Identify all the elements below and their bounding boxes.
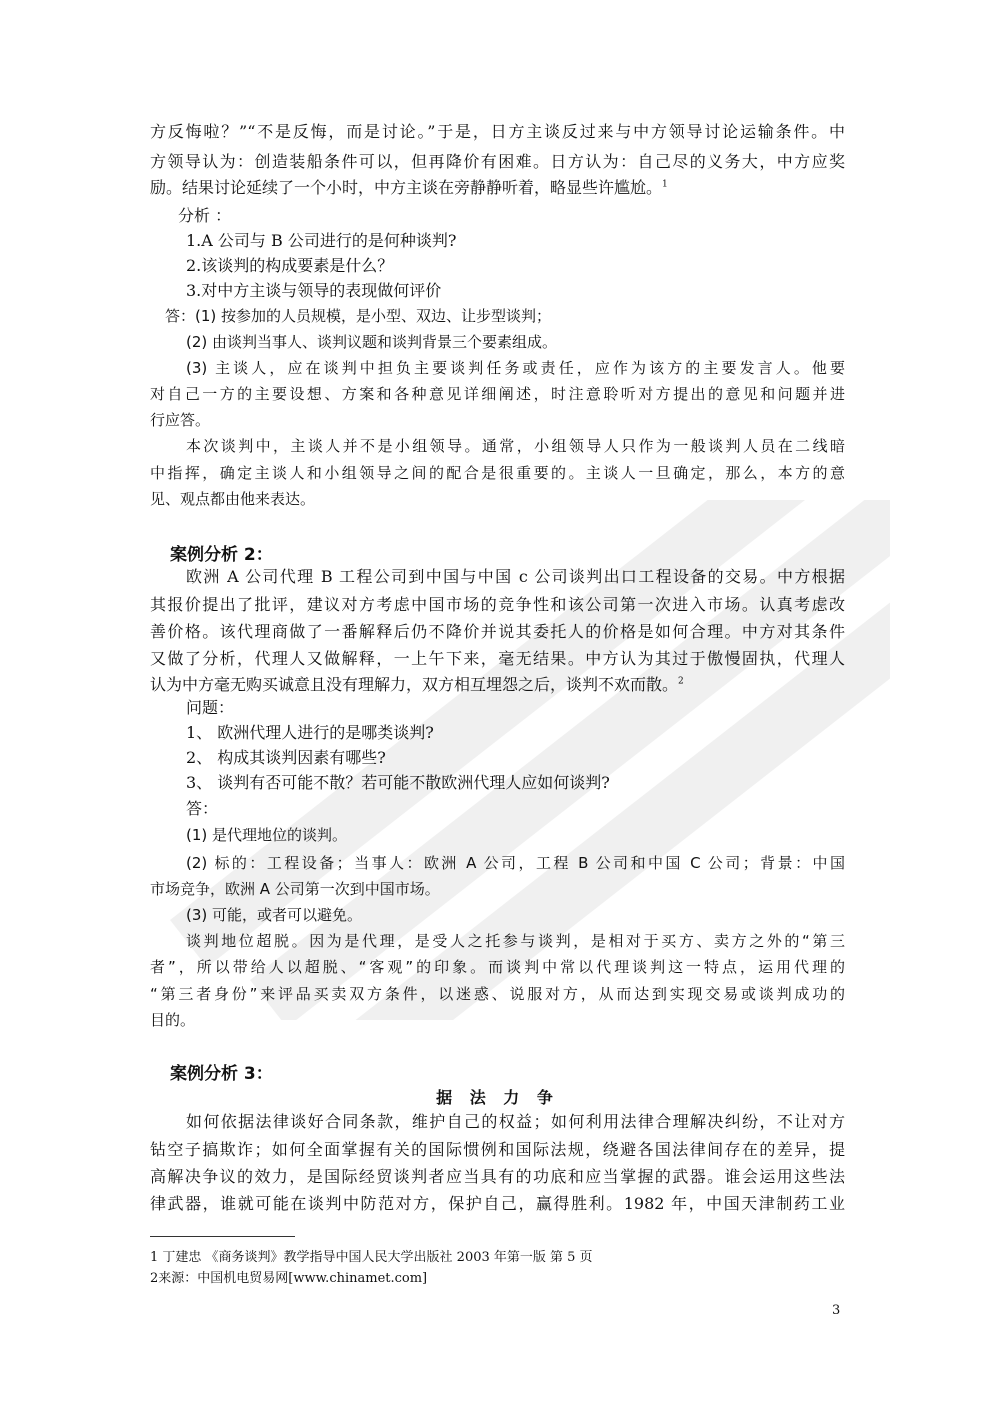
answer-line: 对自己一方的主要设想、方案和各种意见详细阐述，时注意聆听对方提出的意见和问题并进 [150,385,845,403]
text-line: 励。结果讨论延续了一个小时，中方主谈在旁静静听着，略显些许尴尬。$^1$ [150,178,668,197]
text-line: 方领导认为：创造装船条件可以，但再降价有困难。日方认为：自己尽的义务大，中方应奖 [150,152,845,171]
text-line: 高解决争议的效力，是国际经贸谈判者应当具有的功底和应当掌握的武器。谁会运用这些法 [150,1167,845,1186]
question-item: 3、 谈判有否可能不散？若可能不散欧洲代理人应如何谈判? [186,773,610,792]
answer-line: 本次谈判中，主谈人并不是小组领导。通常，小组领导人只作为一般谈判人员在二线暗 [186,437,845,455]
answer-line: 见、观点都由他来表达。 [150,490,316,508]
text-line: 如何依据法律谈好合同条款，维护自己的权益；如何利用法律合理解决纠纷，不让对方 [186,1112,845,1131]
section-heading: 案例分析 3： [170,1064,273,1084]
answer-line: “第三者身份”来评品买卖双方条件，以迷惑、说服对方，从而达到实现交易或谈判成功的 [150,985,845,1003]
text-line: 其报价提出了批评，建议对方考虑中国市场的竞争性和该公司第一次进入市场。认真考虑改 [150,595,845,614]
question-item: 1.A 公司与 B 公司进行的是何种谈判? [186,231,457,250]
answer-line: 答：(1) 按参加的人员规模，是小型、双边、让步型谈判； [165,307,552,325]
footnote-separator [150,1236,295,1237]
answer-line: (1) 是代理地位的谈判。 [186,826,348,844]
answer-line: (2) 由谈判当事人、谈判议题和谈判背景三个要素组成。 [186,333,558,351]
question-item: 1、 欧洲代理人进行的是哪类谈判? [186,723,434,742]
text-line: 认为中方毫无购买诚意且没有理解力，双方相互埋怨之后，谈判不欢而散。$^2$ [150,675,684,694]
question-item: 3.对中方主谈与领导的表现做何评价 [186,281,442,300]
answer-line: (3) 主谈人，应在谈判中担负主要谈判任务或责任，应作为该方的主要发言人。他要 [186,359,845,377]
text-line: 钻空子搞欺诈；如何全面掌握有关的国际惯例和国际法规，绕避各国法律间存在的差异，提 [150,1140,845,1159]
footnote: 2来源：中国机电贸易网[www.chinamet.com] [150,1271,428,1286]
question-item: 2.该谈判的构成要素是什么？ [186,256,394,275]
answer-label: 答： [186,799,219,818]
answer-line: (2) 标的：工程设备；当事人：欧洲 A 公司，工程 B 公司和中国 C 公司；背景：中国 [186,854,845,872]
text-line: 又做了分析，代理人又做解释，一上午下来，毫无结果。中方认为其过于傲慢固执，代理人 [150,649,845,668]
footnote: 1 丁建忠 《商务谈判》教学指导中国人民大学出版社 2003 年第一版 第 5 页 [150,1250,593,1265]
answer-line: 目的。 [150,1011,196,1029]
text-line: 欧洲 A 公司代理 B 工程公司到中国与中国 c 公司谈判出口工程设备的交易。中方根据 [186,567,845,586]
page-number: 3 [832,1303,841,1318]
text-line: 律武器，谁就可能在谈判中防范对方，保护自己，赢得胜利。1982 年，中国天津制药工业 [150,1194,845,1213]
text-line: 善价格。该代理商做了一番解释后仍不降价并说其委托人的价格是如何合理。中方对其条件 [150,622,845,641]
text-line: 方反悔啦？”“不是反悔，而是讨论。”于是，日方主谈反过来与中方领导讨论运输条件。中 [150,122,845,141]
section-heading: 案例分析 2： [170,545,273,565]
answer-line: 行应答。 [150,411,211,429]
answer-line: 中指挥，确定主谈人和小组领导之间的配合是很重要的。主谈人一旦确定，那么，本方的意 [150,464,845,482]
footnote-ref: 2 [678,676,684,687]
answer-line: 谈判地位超脱。因为是代理，是受人之托参与谈判，是相对于买方、卖方之外的“第三 [186,932,845,950]
questions-label: 问题： [186,698,235,717]
answer-line: (3) 可能，或者可以避免。 [186,906,363,924]
answer-line: 市场竞争，欧洲 A 公司第一次到中国市场。 [150,880,440,898]
question-item: 2、 构成其谈判因素有哪些? [186,748,386,767]
case-title: 据 法 力 争 [436,1088,559,1107]
answer-line: 者”，所以带给人以超脱、“客观”的印象。而谈判中常以代理谈判这一特点，运用代理的 [150,958,845,976]
footnote-ref: 1 [662,179,668,190]
analysis-label: 分析 ： [178,206,232,225]
